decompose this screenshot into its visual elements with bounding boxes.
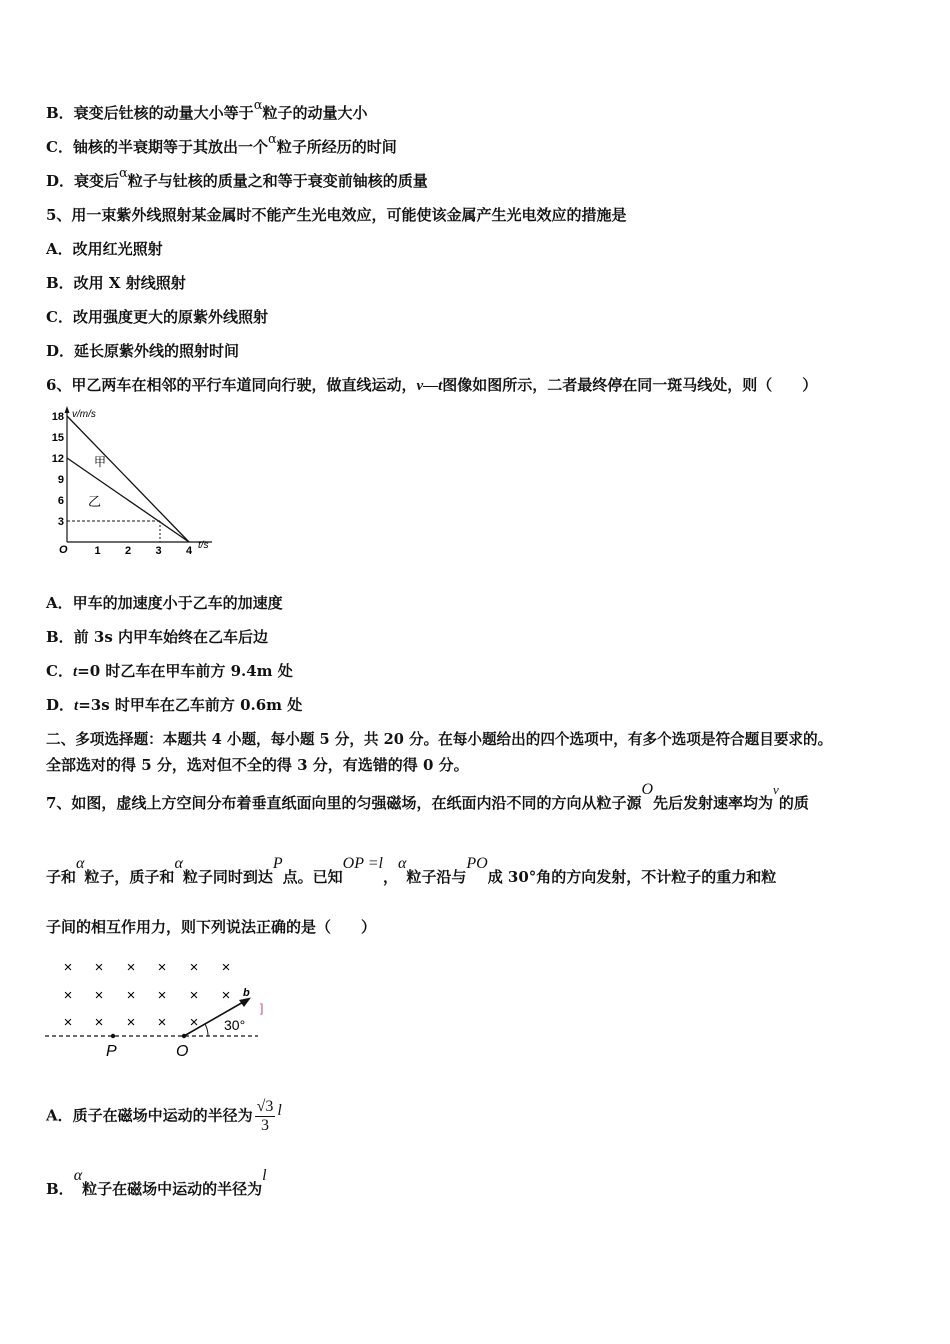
label-jia: 甲 [94, 455, 107, 469]
q6-option-c: C．t=0 时乙车在甲车前方 9.4m 处 [46, 662, 293, 680]
angle-arc [205, 1024, 208, 1036]
field-cross-mark: × [94, 987, 104, 1004]
section2-heading-line2: 全部选对的得 5 分，选对但不全的得 3 分，有选错的得 0 分。 [46, 756, 469, 774]
q7-line3: 子间的相互作用力，则下列说法正确的是（ ） [46, 918, 377, 936]
alpha-symbol: α [119, 166, 128, 181]
field-cross-mark: × [63, 987, 73, 1004]
field-cross-mark: × [63, 1014, 73, 1031]
y-tick-label: 3 [57, 516, 64, 528]
q5-option-a: A．改用红光照射 [46, 240, 163, 258]
symbol-OP-equals-l: OP =l [342, 855, 383, 872]
symbol-PO: PO [466, 855, 488, 872]
q7-option-a: A．质子在磁场中运动的半径为 $\frac{√3}{3}$ l [46, 1098, 282, 1134]
field-cross-mark: × [189, 1014, 199, 1031]
alpha-symbol: α [397, 855, 407, 872]
q7-option-b: B．α粒子在磁场中运动的半径为l [46, 1167, 267, 1198]
field-cross-mark: × [94, 1014, 104, 1031]
series-line-jia [67, 416, 189, 542]
q4-option-b: B．衰变后钍核的动量大小等于α粒子的动量大小 [46, 98, 368, 122]
q5-option-b: B．改用 X 射线照射 [46, 274, 186, 292]
q6-option-b: B．前 3s 内甲车始终在乙车后边 [46, 628, 269, 646]
alpha-symbol: α [253, 98, 263, 113]
field-cross-mark: × [189, 987, 199, 1004]
alpha-symbol: α [73, 1167, 83, 1184]
x-tick-label: 4 [185, 545, 193, 557]
symbol-v: v [773, 782, 779, 797]
origin-label: O [59, 544, 68, 556]
label-yi: 乙 [88, 494, 102, 509]
alpha-symbol: α [174, 855, 183, 872]
x-tick-label: 1 [94, 545, 101, 557]
q4-option-d: D．衰变后α粒子与钍核的质量之和等于衰变前铀核的质量 [46, 166, 428, 190]
y-tick-label: 18 [51, 411, 64, 423]
sqrt3-over-3-fraction: $\frac{√3}{3}$ [256, 1098, 274, 1134]
point-P [111, 1034, 115, 1038]
y-axis-label: v/m/s [72, 409, 96, 420]
field-cross-mark: × [126, 1014, 136, 1031]
field-cross-mark: × [221, 959, 231, 976]
x-tick-label: 2 [124, 545, 132, 557]
symbol-O: O [641, 781, 654, 798]
vt-graph [40, 402, 230, 562]
q5-option-d: D．延长原紫外线的照射时间 [46, 342, 240, 360]
alpha-symbol: α [76, 855, 85, 872]
q4-option-c: C．铀核的半衰期等于其放出一个α粒子所经历的时间 [46, 132, 397, 156]
symbol-l: l [262, 1167, 267, 1184]
alpha-symbol: α [267, 132, 277, 147]
field-cross-mark: × [63, 959, 73, 976]
field-cross-mark: × [126, 959, 136, 976]
y-axis-arrow-icon [65, 406, 70, 413]
velocity-label: b [243, 987, 250, 999]
q7-line2: 子和α粒子，质子和α粒子同时到达P点。已知OP =l，α粒子沿与PO成 30°角的方向发射，不计粒子的重力和粒 [46, 855, 777, 886]
x-tick-label: 3 [155, 545, 162, 557]
field-cross-mark: × [157, 1014, 167, 1031]
q5-option-c: C．改用强度更大的原紫外线照射 [46, 308, 268, 326]
angle-label: 30° [224, 1017, 246, 1033]
label-O: O [176, 1043, 189, 1060]
label-P: P [106, 1043, 117, 1060]
y-tick-label: 15 [51, 432, 64, 444]
symbol-P: P [272, 855, 283, 872]
x-axis-label: t/s [198, 540, 209, 551]
q7-line1: 7、如图，虚线上方空间分布着垂直纸面向里的匀强磁场，在纸面内沿不同的方向从粒子源O先后发射速率均为v的质 [46, 781, 809, 812]
field-cross-mark: × [94, 959, 104, 976]
magnetic-field-figure [40, 952, 280, 1064]
field-cross-mark: × [157, 959, 167, 976]
y-tick-label: 6 [57, 495, 64, 507]
field-cross-mark: × [221, 987, 231, 1004]
y-tick-label: 12 [51, 453, 64, 465]
field-cross-mark: × [157, 987, 167, 1004]
field-cross-mark: × [189, 959, 199, 976]
section2-heading-line1: 二、多项选择题：本题共 4 小题，每小题 5 分，共 20 分。在每小题给出的四个选项中，有多个选项是符合题目要求的。 [46, 731, 833, 748]
q6-option-d: D．t=3s 时甲车在乙车前方 0.6m 处 [46, 696, 303, 714]
field-cross-mark: × [126, 987, 136, 1004]
symbol-l: l [277, 1101, 282, 1119]
y-tick-label: 9 [57, 474, 64, 486]
series-line-yi [67, 458, 189, 542]
q6-stem: 6、甲乙两车在相邻的平行车道同向行驶，做直线运动，v—t图像如图所示，二者最终停在同一斑马线处，则（ ） [46, 376, 818, 394]
bracket-mark: ] [260, 1001, 264, 1015]
q5-stem: 5、用一束紫外线照射某金属时不能产生光电效应，可能使该金属产生光电效应的措施是 [46, 206, 627, 224]
q6-option-a: A．甲车的加速度小于乙车的加速度 [46, 594, 283, 612]
